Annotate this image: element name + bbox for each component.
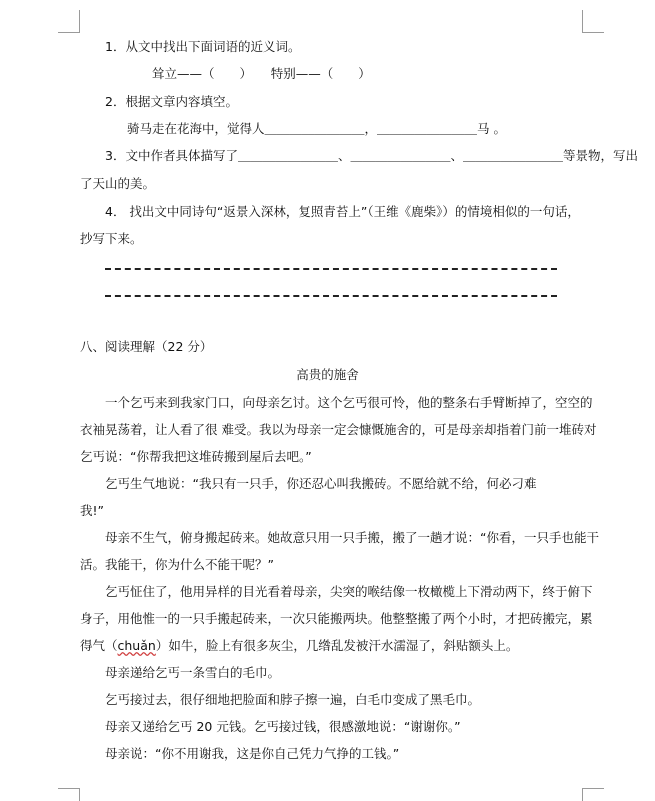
pinyin-annotation: chuǎn xyxy=(117,638,156,653)
question-3-line1: 3．文中作者具体描写了＿＿＿＿＿＿＿＿、＿＿＿＿＿＿＿＿、＿＿＿＿＿＿＿＿等景物，写出 xyxy=(105,148,638,163)
question-3-line2: 了天山的美。 xyxy=(80,176,156,191)
corner-mark-bottom-left xyxy=(58,788,80,789)
corner-mark-bottom-right xyxy=(582,788,604,789)
question-4-line2: 抄写下来。 xyxy=(80,231,143,246)
section-heading: 八、阅读理解（22 分） xyxy=(80,339,213,354)
paragraph-line: 我!” xyxy=(80,503,104,518)
question-1-pairs: 耸立——（ ） 特别——（ ） xyxy=(152,66,371,81)
paragraph-line: 母亲不生气，俯身搬起砖来。她故意只用一只手搬，搬了一趟才说：“你看，一只手也能干 xyxy=(105,530,599,545)
question-2-prompt: 2．根据文章内容填空。 xyxy=(105,94,238,109)
paragraph-line: 乞丐说：“你帮我把这堆砖搬到屋后去吧。” xyxy=(80,449,312,464)
paragraph-line: 身子，用他惟一的一只手搬起砖来，一次只能搬两块。他整整搬了两个小时，才把砖搬完，累 xyxy=(80,611,593,626)
paragraph-line: 母亲递给乞丐一条雪白的毛巾。 xyxy=(105,665,281,680)
question-2-fill: 骑马走在花海中，觉得人＿＿＿＿＿＿＿＿，＿＿＿＿＿＿＿＿马 。 xyxy=(127,121,506,136)
answer-line-2 xyxy=(105,295,557,297)
passage-title: 高贵的施舍 xyxy=(296,367,359,382)
corner-mark-bottom-left xyxy=(79,788,80,801)
paragraph-line: 母亲说：“你不用谢我，这是你自己凭力气挣的工钱。” xyxy=(105,746,400,761)
paragraph-line: 乞丐接过去，很仔细地把脸面和脖子擦一遍，白毛巾变成了黑毛巾。 xyxy=(105,692,481,707)
paragraph-line: 衣袖晃荡着，让人看了很 难受。我以为母亲一定会慷慨施舍的，可是母亲却指着门前一堆砖对 xyxy=(80,422,597,437)
corner-mark-bottom-right xyxy=(582,788,583,801)
question-1-prompt: 1．从文中找出下面词语的近义词。 xyxy=(105,39,301,54)
paragraph-line: 乞丐怔住了，他用异样的目光看着母亲，尖突的喉结像一枚橄榄上下滑动两下，终于俯下 xyxy=(105,584,593,599)
corner-mark-top-right xyxy=(582,32,604,33)
paragraph-line: 活。我能干，你为什么不能干呢？” xyxy=(80,557,274,572)
paragraph-line: 乞丐生气地说：“我只有一只手，你还忍心叫我搬砖。不愿给就不给，何必刁难 xyxy=(105,476,537,491)
corner-mark-top-left xyxy=(79,10,80,32)
corner-mark-top-left xyxy=(58,32,80,33)
answer-line-1 xyxy=(105,268,557,270)
paragraph-line: 母亲又递给乞丐 20 元钱。乞丐接过钱，很感激地说：“谢谢你。” xyxy=(105,719,461,734)
corner-mark-top-right xyxy=(582,10,583,32)
paragraph-line xyxy=(80,638,518,654)
paragraph-text: ）如牛，脸上有很多灰尘，几绺乱发被汗水濡湿了，斜贴额头上。 xyxy=(155,638,519,653)
paragraph-text: 得气（ xyxy=(80,638,118,653)
paragraph-line: 一个乞丐来到我家门口，向母亲乞讨。这个乞丐很可怜，他的整条右手臂断掉了，空空的 xyxy=(105,395,593,410)
question-4-line1: 4． 找出文中同诗句“返景入深林，复照青苔上”（王维《鹿柴》）的情境相似的一句话， xyxy=(105,204,580,219)
